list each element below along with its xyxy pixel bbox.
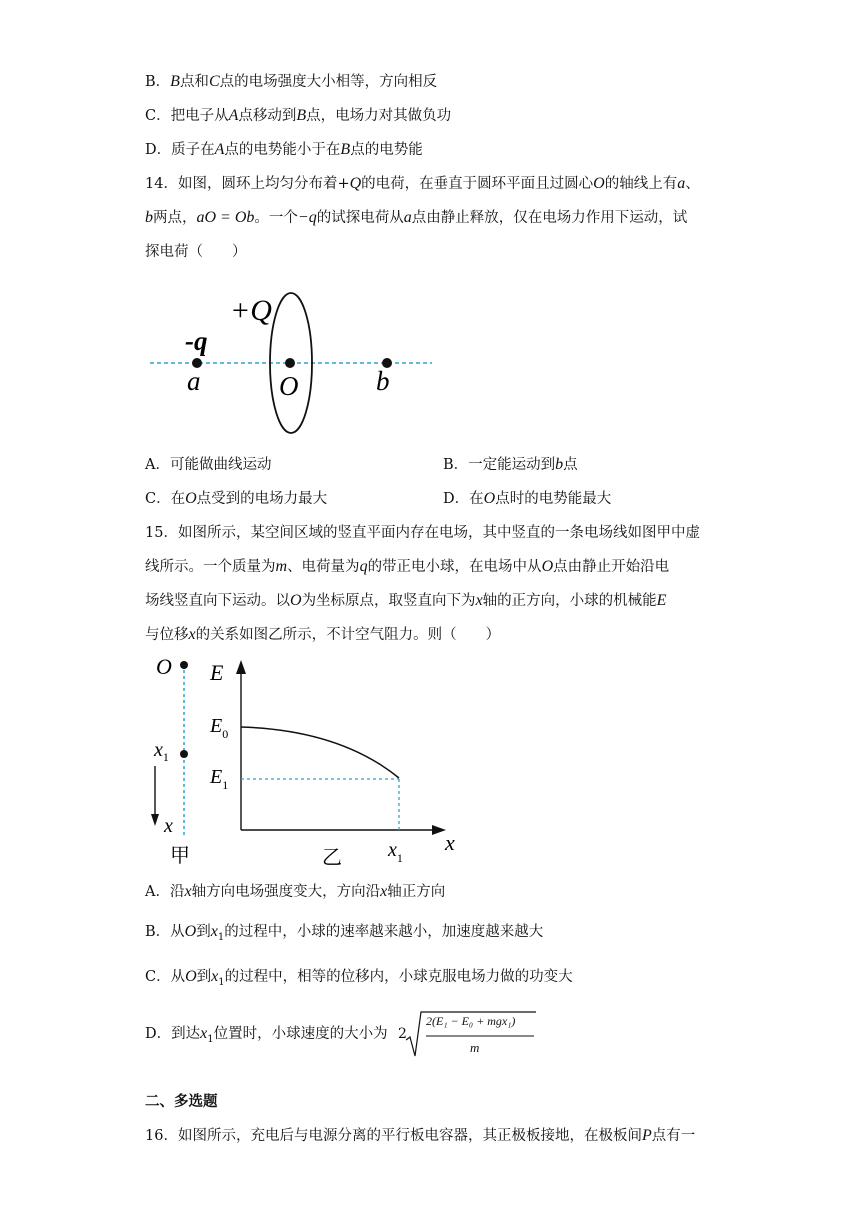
q14-option-c: C．在O点受到的电场力最大: [145, 490, 328, 507]
right-x1-label: $x_1$: [388, 839, 403, 865]
test-charge-label: -q: [185, 326, 208, 356]
section-title-multiple-choice: 二、多选题: [145, 1093, 218, 1110]
formula-denominator: m: [470, 1040, 480, 1055]
charge-label: +Q: [230, 294, 272, 327]
q15-option-c: C．从O到$x_1$的过程中，相等的位移内，小球克服电场力做的功变大: [145, 968, 573, 988]
q15-option-a: A．沿x轴方向电场强度变大，方向沿x轴正方向: [145, 883, 446, 900]
q15-option-b: B．从O到$x_1$的过程中，小球的速率越来越小，加速度越来越大: [145, 923, 544, 943]
q15-option-d: D．到达$x_1$位置时，小球速度的大小为: [145, 1025, 388, 1045]
q14-option-d: D．在O点时的电势能最大: [443, 490, 612, 507]
q14-stem-line3: 探电荷（ ）: [145, 244, 247, 260]
q13-option-d: D．质子在A点的电势能小于在B点的电势能: [145, 141, 423, 158]
point-o-dot: [285, 358, 295, 368]
q15-stem-line2: 线所示。一个质量为m、电荷量为q的带正电小球，在电场中从O点由静止开始沿电: [145, 558, 670, 575]
q14-stem-line2: b两点，aO = Ob。一个−q的试探电荷从a点由静止释放，仅在电场力作用下运动，试: [145, 209, 688, 226]
E1-label: $E_1$: [210, 766, 229, 792]
caption-jia: 甲: [170, 845, 190, 867]
q13-option-b: B．B点和C点的电场强度大小相等，方向相反: [145, 73, 438, 90]
q14-option-a: A．可能做曲线运动: [145, 457, 272, 473]
right-x-label: x: [445, 830, 455, 855]
formula-numerator: 2(E₁ − E₀ + mgx₁): [426, 1014, 516, 1028]
point-b-label: b: [376, 366, 390, 396]
left-x1-label: $x_1$: [154, 739, 169, 764]
point-o-label: O: [279, 371, 299, 401]
origin-dot: [180, 661, 188, 669]
point-a-label: a: [187, 366, 201, 396]
x-axis-arrow: [432, 825, 446, 835]
q16-stem-line1: 16．如图所示，充电后与电源分离的平行板电容器，其正极板接地，在极板间P点有一: [145, 1127, 696, 1144]
E-axis-label: E: [210, 660, 224, 685]
speed-formula: [398, 1008, 538, 1064]
formula-coefficient: 2: [398, 1026, 407, 1042]
E0-label: $E_0$: [210, 715, 229, 741]
q15-stem-line1: 15．如图所示，某空间区域的竖直平面内存在电场，其中竖直的一条电场线如图甲中虚: [145, 525, 700, 541]
caption-yi: 乙: [322, 847, 342, 869]
q14-ring-figure: [140, 280, 440, 440]
y-axis-arrow: [236, 660, 246, 674]
energy-curve: [241, 727, 399, 778]
origin-label: O: [156, 654, 172, 679]
x1-dot: [180, 750, 188, 758]
q15-stem-line3: 场线竖直向下运动。以O为坐标原点，取竖直向下为x轴的正方向，小球的机械能E: [145, 592, 667, 609]
q14-option-b: B．一定能运动到b点: [443, 456, 578, 473]
q14-stem-line1: 14．如图，圆环上均匀分布着+Q的电荷，在垂直于圆环平面且过圆心O的轴线上有a、: [145, 175, 700, 192]
q15-figure: [140, 650, 470, 875]
left-x-label: x: [164, 815, 173, 837]
q13-option-c: C．把电子从A点移动到B点，电场力对其做负功: [145, 107, 452, 124]
q15-stem-line4: 与位移x的关系如图乙所示，不计空气阻力。则（ ）: [145, 626, 501, 643]
down-arrow-head: [151, 814, 159, 826]
